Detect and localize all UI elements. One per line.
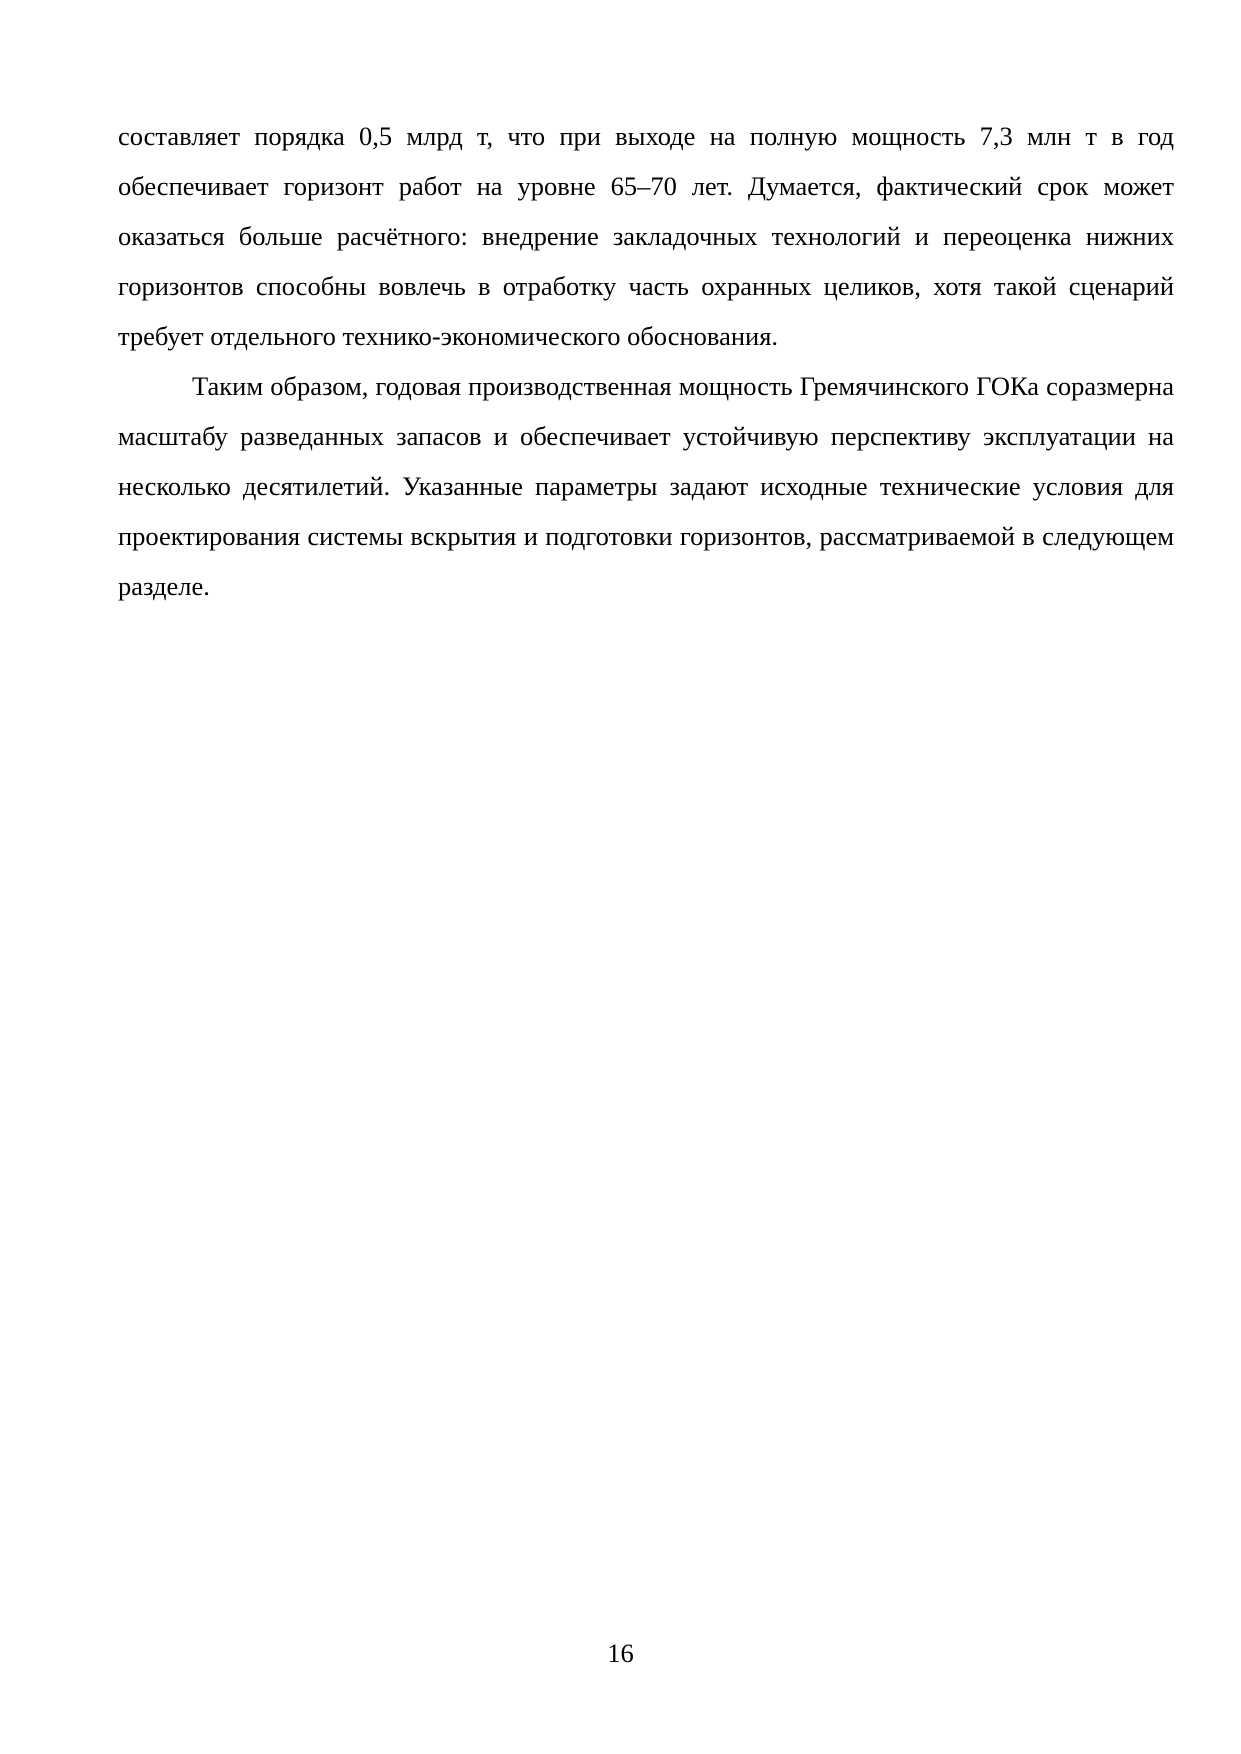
paragraph-conclusion: Таким образом, годовая производственная мощность Гремячинского ГОКа соразмерна масштабу разведанных запасов и обеспечивает устойчивую перспективу эксплуатации на несколько десятилетий. Указанные параметры задают исходные технические условия для проектирования системы вскрытия и подготовки горизонтов, рассматриваемой в следующем разделе. — [118, 371, 1174, 601]
page-number: 16 — [607, 1638, 634, 1668]
paragraph-continuation: составляет порядка 0,5 млрд т, что при выходе на полную мощность 7,3 млн т в год обеспечивает горизонт работ на уровне 65–70 лет. Думается, фактический срок может оказаться больше расчётного: внедрение закладочных технологий и переоценка нижних горизонтов способны вовлечь в отработку часть охранных целиков, хотя такой сценарий требует отдельного технико-экономического обоснования. — [118, 121, 1174, 351]
body-text — [118, 111, 1174, 611]
